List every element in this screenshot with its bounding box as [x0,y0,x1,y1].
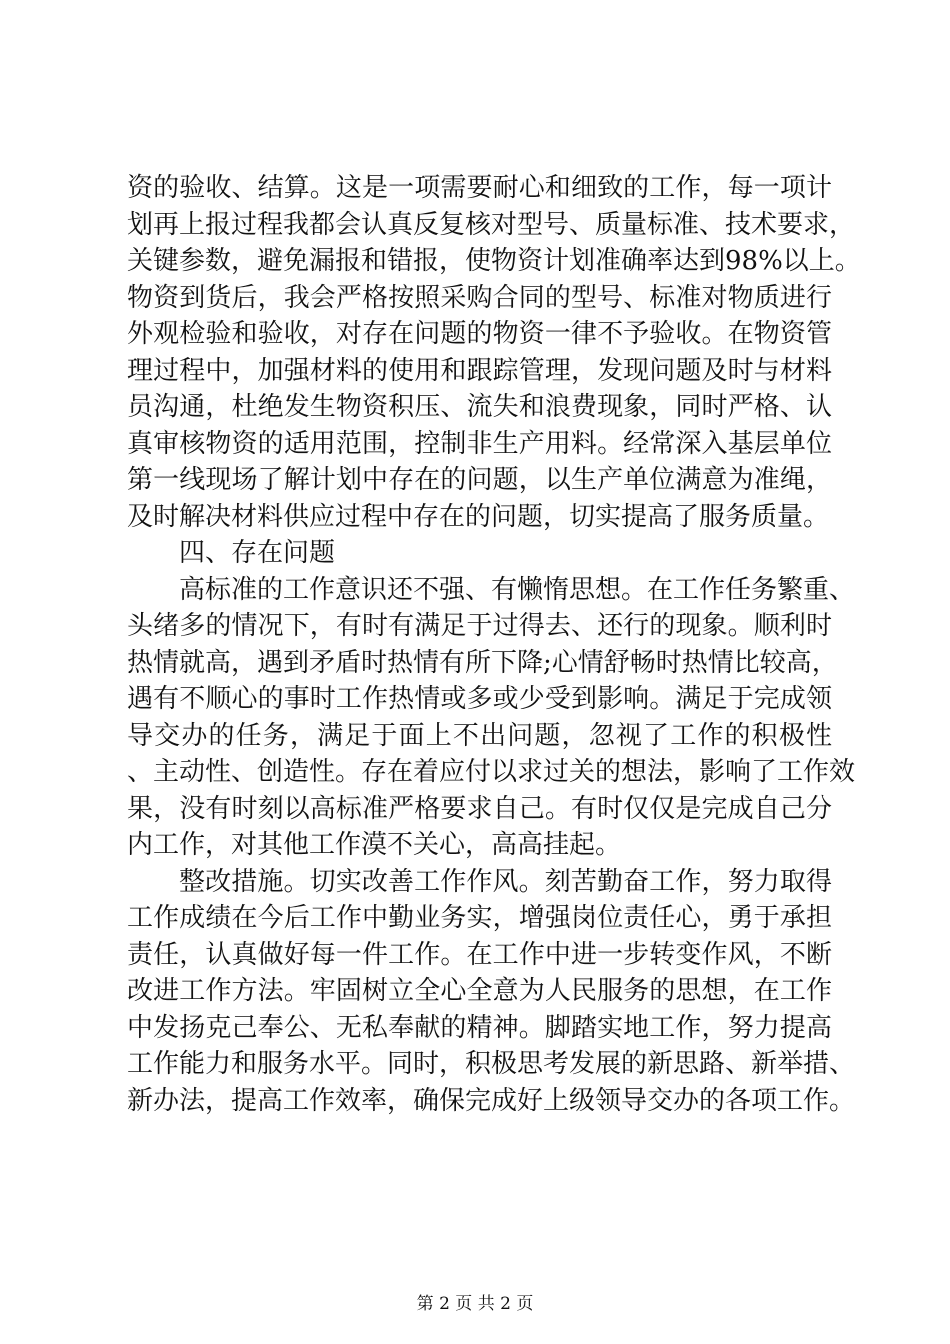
paragraph-existing-problems [127,572,856,864]
text-line: 划再上报过程我都会认真反复核对型号、质量标准、技术要求， [127,209,856,240]
paragraph-material-acceptance [127,170,861,535]
paragraph-rectification-measures [127,864,856,1120]
text-line: 导交办的任务，满足于面上不出问题，忽视了工作的积极性 [127,720,832,751]
text-line: 物资到货后，我会严格按照采购合同的型号、标准对物质进行 [127,282,832,313]
text-line: 及时解决材料供应过程中存在的问题，切实提高了服务质量。 [127,501,830,532]
text-line: 员沟通，杜绝发生物资积压、流失和浪费现象，同时严格、认 [127,392,832,422]
text-line: 果，没有时刻以高标准严格要求自己。有时仅仅是完成自己分 [127,793,832,824]
text-line: 中发扬克己奉公、无私奉献的精神。脚踏实地工作，努力提高 [127,1012,832,1043]
document-body [127,170,861,1119]
text-line: 新办法，提高工作效率，确保完成好上级领导交办的各项工作。 [127,1085,856,1116]
text-line: 工作能力和服务水平。同时，积极思考发展的新思路、新举措、 [127,1049,856,1079]
text-line: 理过程中，加强材料的使用和跟踪管理，发现问题及时与材料 [127,355,832,386]
text-line: 高标准的工作意识还不强、有懒惰思想。在工作任务繁重、 [179,574,856,605]
text-line: 、主动性、创造性。存在着应付以求过关的想法，影响了工作效 [127,757,856,787]
text-line: 热情就高，遇到矛盾时热情有所下降;心情舒畅时热情比较高， [127,647,838,678]
text-line: 资的验收、结算。这是一项需要耐心和细致的工作，每一项计 [127,173,832,203]
text-line: 遇有不顺心的事时工作热情或多或少受到影响。满足于完成领 [127,684,832,714]
text-line: 外观检验和验收，对存在问题的物资一律不予验收。在物资管 [127,319,832,349]
text-line: 改进工作方法。牢固树立全心全意为人民服务的思想，在工作 [127,976,832,1006]
text-line: 第一线现场了解计划中存在的问题，以生产单位满意为准绳， [127,465,832,495]
section-heading: 四、存在问题 [179,538,336,568]
page-number-footer: 第 2 页 共 2 页 [416,1294,534,1314]
text-line: 头绪多的情况下，有时有满足于过得去、还行的现象。顺利时 [127,611,832,641]
text-line: 工作成绩在今后工作中勤业务实，增强岗位责任心，勇于承担 [127,903,832,933]
text-line: 内工作，对其他工作漠不关心，高高挂起。 [127,830,622,860]
text-line: 整改措施。切实改善工作作风。刻苦勤奋工作，努力取得 [179,866,832,897]
text-line: 关键参数，避免漏报和错报，使物资计划准确率达到98%以上。 [127,246,861,276]
text-line: 真审核物资的适用范围，控制非生产用料。经常深入基层单位 [127,428,832,459]
text-line: 责任，认真做好每一件工作。在工作中进一步转变作风，不断 [127,939,832,970]
